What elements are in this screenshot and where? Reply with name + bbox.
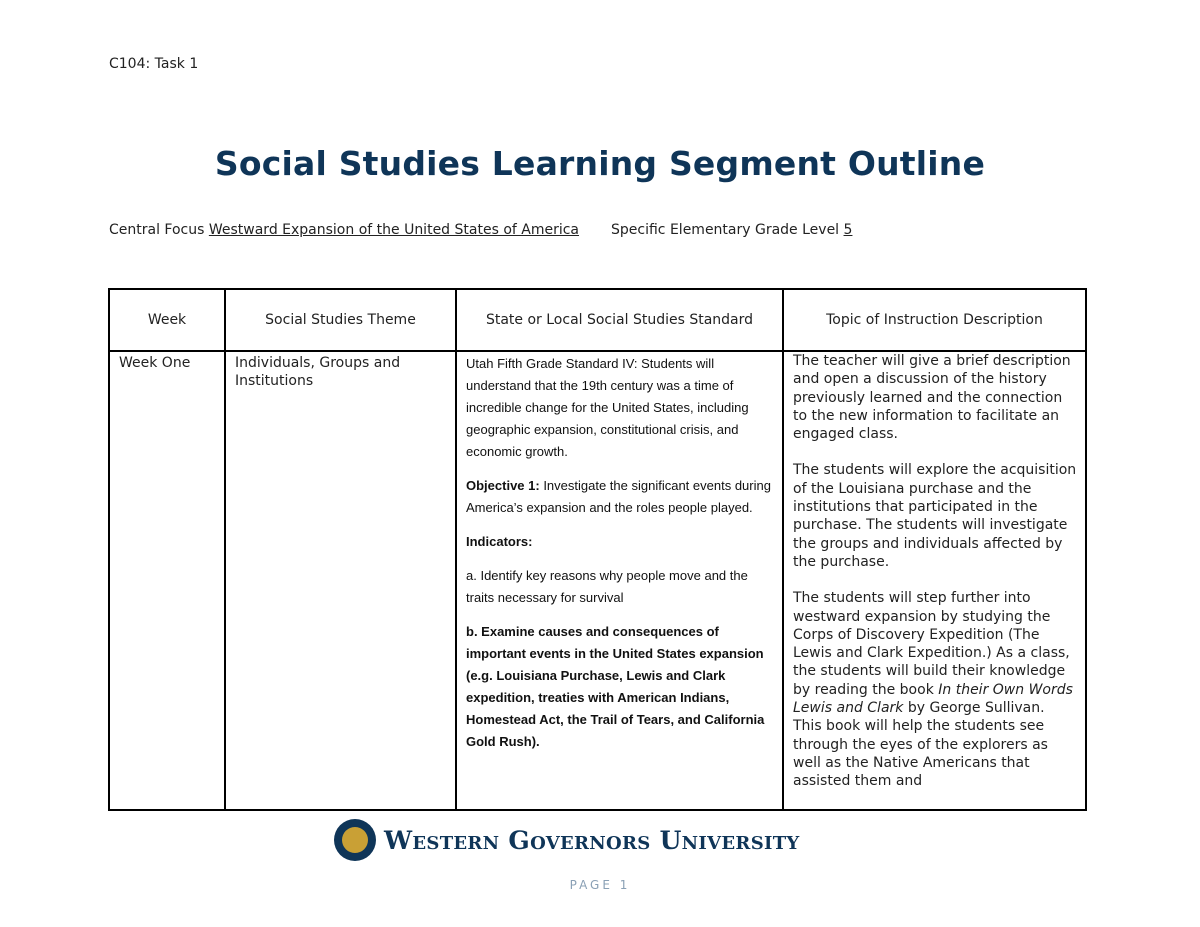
indicators-heading: Indicators:	[466, 534, 533, 549]
book-title: In their Own Words Lewis and Clark	[793, 681, 1073, 717]
cell-theme	[225, 351, 456, 810]
central-focus-label: Central Focus	[109, 222, 209, 238]
objective-text: Investigate the significant events during America’s expansion and the roles people played.	[466, 478, 771, 515]
topic-paragraph-1: The teacher will give a brief description and open a discussion of the history previously learned and the connection to the new information to facilitate an engaged class.	[793, 353, 1071, 443]
grade-level-value: 5	[843, 222, 853, 238]
page-number: PAGE 1	[569, 878, 631, 892]
table-row	[109, 351, 1086, 810]
cell-standard	[456, 351, 783, 810]
topic-text	[784, 352, 1085, 791]
header-theme: Social Studies Theme	[225, 289, 456, 351]
indicator-a: a. Identify key reasons why people move and the traits necessary for survival	[466, 568, 748, 605]
indicator-b: b. Examine causes and consequences of important events in the United States expansion (e.g. Louisiana Purchase, Lewis and Clark expedition, treaties with American Indians, Homestead Act, the Trail of Tears, and California Gold Rush).	[466, 624, 765, 749]
topic-paragraph-3: The students will step further into westward expansion by studying the Corps of Discovery Expedition (The Lewis and Clark Expedition.) As a class, the students will build their knowledge by reading the book In their Own Words Lewis and Clark by George Sullivan. This book will help the students see through the eyes of the explorers as well as the Native Americans that assisted them and	[793, 590, 1073, 790]
theme-text: Individuals, Groups and Institutions	[235, 355, 401, 389]
logo-wordmark: Western Governors University	[384, 825, 800, 855]
objective-label: Objective 1:	[466, 478, 540, 493]
header-week: Week	[109, 289, 225, 351]
cell-week	[109, 351, 225, 810]
topic-paragraph-2: The students will explore the acquisition of the Louisiana purchase and the institutions that participated in the purchase. The students will investigate the groups and individuals affected by the purchase.	[793, 462, 1077, 570]
standard-text	[457, 352, 782, 753]
focus-line	[109, 222, 852, 238]
header-topic: Topic of Instruction Description	[783, 289, 1086, 351]
outline-table	[108, 288, 1087, 811]
document-header: C104: Task 1	[109, 56, 199, 72]
standard-objective	[466, 475, 773, 519]
central-focus-value: Westward Expansion of the United States of America	[208, 222, 580, 238]
cell-topic	[783, 351, 1086, 810]
wgu-logo	[334, 818, 800, 862]
standard-intro: Utah Fifth Grade Standard IV: Students will understand that the 19th century was a time of incredible change for the United States, including geographic expansion, constitutional crisis, and economic growth.	[466, 356, 749, 459]
table-header-row	[109, 289, 1086, 351]
header-standard: State or Local Social Studies Standard	[456, 289, 783, 351]
page-title: Social Studies Learning Segment Outline	[214, 144, 986, 183]
university-seal-icon	[334, 819, 376, 861]
grade-level-label: Specific Elementary Grade Level	[611, 222, 844, 238]
week-text: Week One	[119, 355, 191, 371]
